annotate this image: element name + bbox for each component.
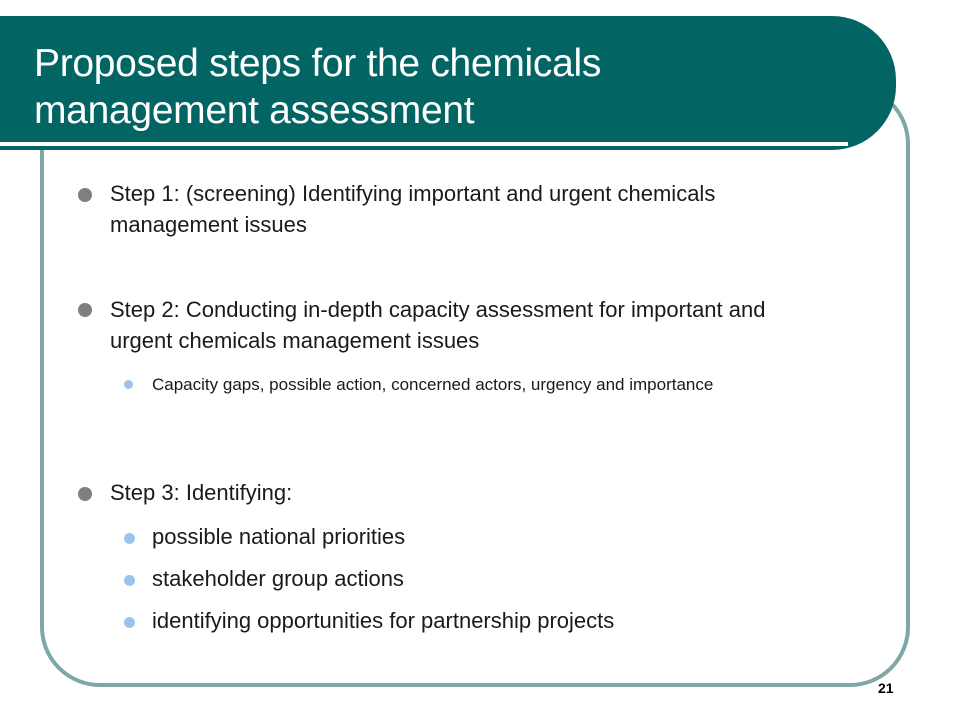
sub-bullet-step-3-1: possible national priorities bbox=[152, 524, 406, 549]
sub-bullet-step-3-3: identifying opportunities for partnership projects bbox=[152, 608, 615, 633]
bullet-dot-icon bbox=[78, 303, 92, 317]
bullet-step-1: Step 1: (screening) Identifying important and urgent chemicals management issues bbox=[110, 181, 716, 237]
bullet-dot-icon bbox=[78, 188, 92, 202]
sub-bullet-step-2: Capacity gaps, possible action, concerned actors, urgency and importance bbox=[152, 375, 714, 394]
sub-bullet-dot-icon bbox=[124, 380, 133, 389]
bullet-dot-icon bbox=[78, 487, 92, 501]
slide-title: Proposed steps for the chemicals management assessment bbox=[34, 42, 602, 132]
page-number: 21 bbox=[878, 680, 894, 696]
bullet-step-2: Step 2: Conducting in-depth capacity assessment for important and urgent chemicals management issues bbox=[110, 297, 766, 353]
sub-bullet-dot-icon bbox=[124, 575, 135, 586]
sub-bullet-dot-icon bbox=[124, 617, 135, 628]
sub-bullet-dot-icon bbox=[124, 533, 135, 544]
sub-bullet-step-3-2: stakeholder group actions bbox=[152, 566, 404, 591]
bullet-step-3: Step 3: Identifying: bbox=[110, 480, 293, 505]
